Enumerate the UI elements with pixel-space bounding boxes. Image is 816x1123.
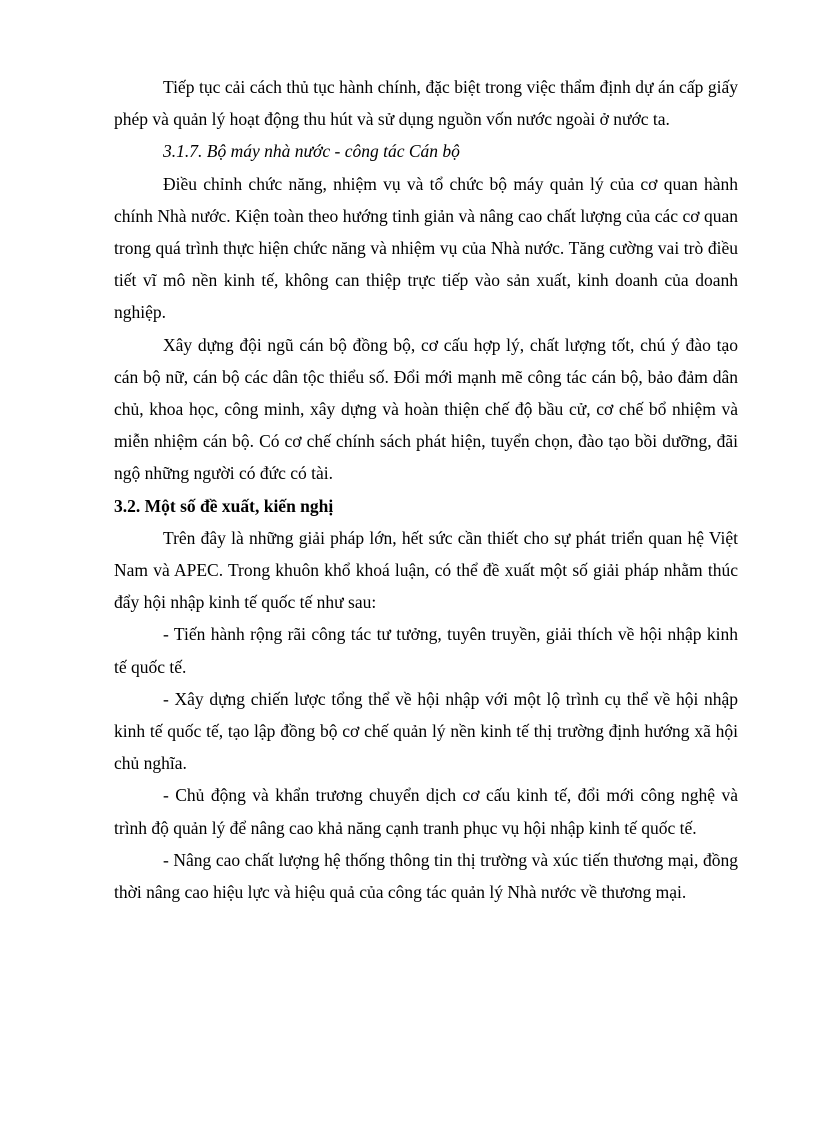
list-item-propaganda: - Tiến hành rộng rãi công tác tư tưởng, tuyên truyền, giải thích về hội nhập kinh tế quốc tế.: [114, 624, 738, 677]
list-item-strategy: - Xây dựng chiến lược tổng thể về hội nhập với một lộ trình cụ thể về hội nhập kinh tế quốc tế, tạo lập đồng bộ cơ chế quản lý nền kinh tế thị trường định hướng xã hội chủ nghĩa.: [114, 688, 738, 774]
paragraph-cadre-building: Xây dựng đội ngũ cán bộ đồng bộ, cơ cấu hợp lý, chất lượng tốt, chú ý đào tạo cán bộ nữ, cán bộ các dân tộc thiểu số. Đổi mới mạnh mẽ công tác cán bộ, bảo đảm dân chủ, khoa học, công minh, xây dựng và hoàn thiện chế độ bầu cử, cơ chế bổ nhiệm và miễn nhiệm cán bộ. Có cơ chế chính sách phát hiện, tuyển chọn, đào tạo bồi dưỡng, đãi ngộ những người có đức có tài.: [114, 334, 738, 484]
subheading-3-1-7: 3.1.7. Bộ máy nhà nước - công tác Cán bộ: [163, 141, 460, 162]
list-item-restructuring: - Chủ động và khẩn trương chuyển dịch cơ cấu kinh tế, đổi mới công nghệ và trình độ quản lý để nâng cao khả năng cạnh tranh phục vụ hội nhập kinh tế quốc tế.: [114, 785, 738, 838]
page-content: [114, 71, 738, 908]
paragraph-state-apparatus: Điều chỉnh chức năng, nhiệm vụ và tổ chức bộ máy quản lý của cơ quan hành chính Nhà nước. Kiện toàn theo hướng tinh giản và nâng cao chất lượng của các cơ quan trong quá trình thực hiện chức năng và nhiệm vụ của Nhà nước. Tăng cường vai trò điều tiết vĩ mô nền kinh tế, không can thiệp trực tiếp vào sản xuất, kinh doanh của doanh nghiệp.: [114, 173, 738, 323]
paragraph-admin-reform: Tiếp tục cải cách thủ tục hành chính, đặc biệt trong việc thẩm định dự án cấp giấy phép và quản lý hoạt động thu hút và sử dụng nguồn vốn nước ngoài ở nước ta.: [114, 77, 738, 130]
heading-3-2: 3.2. Một số đề xuất, kiến nghị: [114, 495, 334, 516]
paragraph-proposals-intro: Trên đây là những giải pháp lớn, hết sức cần thiết cho sự phát triển quan hệ Việt Nam và APEC. Trong khuôn khổ khoá luận, có thể đề xuất một số giải pháp nhằm thúc đẩy hội nhập kinh tế quốc tế như sau:: [114, 527, 738, 613]
list-item-market-information: - Nâng cao chất lượng hệ thống thông tin thị trường và xúc tiến thương mại, đồng thời nâng cao hiệu lực và hiệu quả của công tác quản lý Nhà nước về thương mại.: [114, 849, 738, 903]
